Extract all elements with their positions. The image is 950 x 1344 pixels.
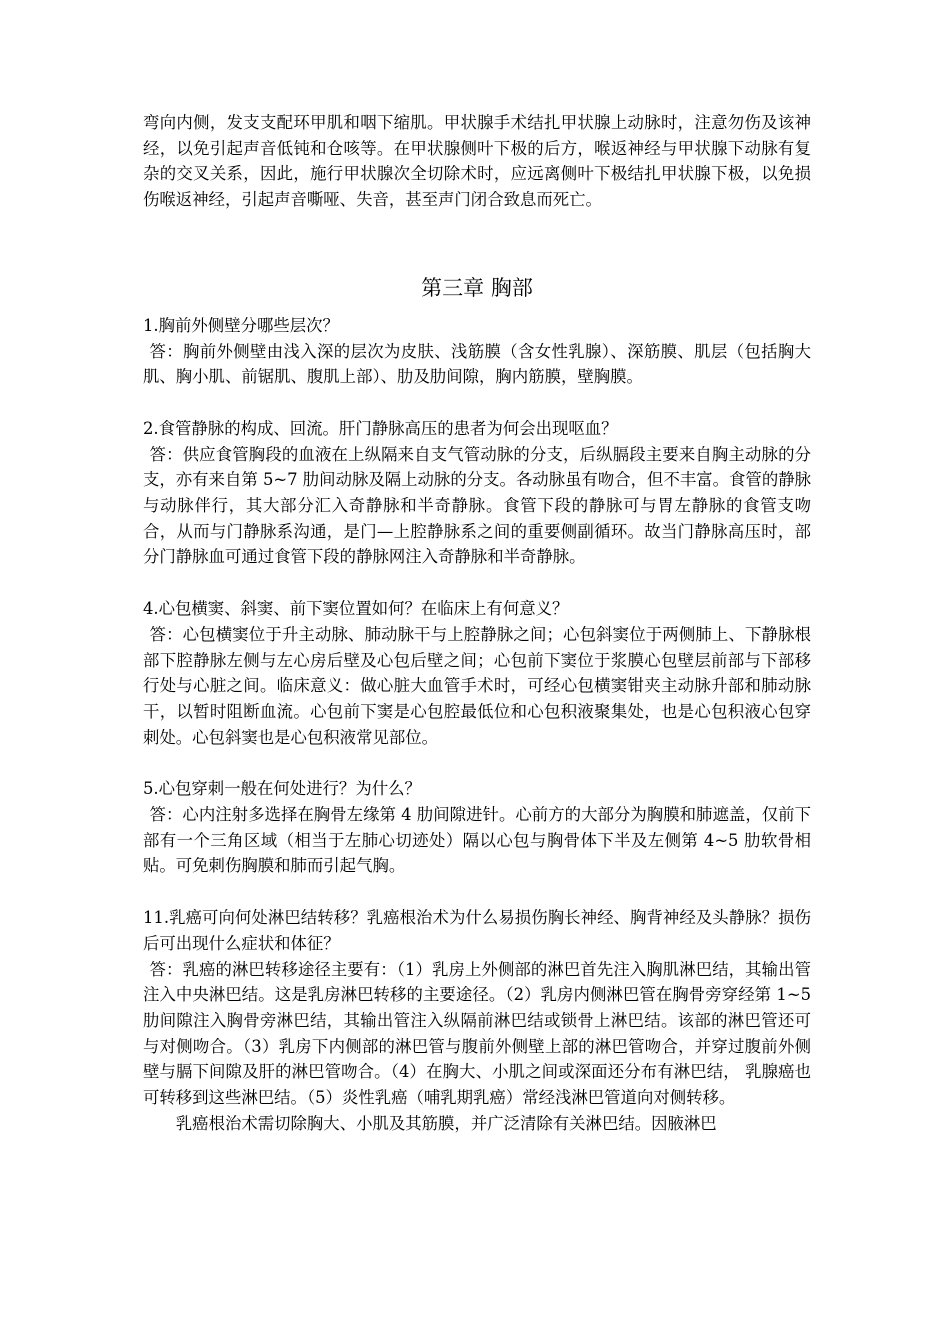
- answer-11: 答：乳癌的淋巴转移途径主要有：（1）乳房上外侧部的淋巴首先注入胸肌淋巴结，其输出管注入中央淋巴结。这是乳房淋巴转移的主要途径。（2）乳房内侧淋巴管在胸骨旁穿经第 1~5 肋间隙注入胸骨旁淋巴结，其输出管注入纵隔前淋巴结或锁骨上淋巴结。该部的淋巴管还可与对侧吻合。（3）乳房下内侧部的淋巴管与腹前外侧壁上部的淋巴管吻合，并穿过腹前外侧壁与膈下间隙及肝的淋巴管吻合。（4）在胸大、小肌之间或深面还分布有淋巴结， 乳腺癌也可转移到这些淋巴结。（5）炎性乳癌（哺乳期乳癌）常经浅淋巴管道向对侧转移。: [143, 959, 811, 1108]
- question-2: 2.食管静脉的构成、回流。肝门静脉高压的患者为何会出现呕血？: [143, 418, 618, 438]
- answer-2: 答：供应食管胸段的血液在上纵隔来自支气管动脉的分支，后纵膈段主要来自胸主动脉的分支，亦有来自第 5~7 肋间动脉及隔上动脉的分支。各动脉虽有吻合，但不丰富。食管的静脉与动脉伴行，其大部分汇入奇静脉和半奇静脉。食管下段的静脉可与胃左静脉的食管支吻合，从而与门静脉系沟通，是门—上腔静脉系之间的重要侧副循环。故当门静脉高压时，部分门静脉血可通过食管下段的静脉网注入奇静脉和半奇静脉。: [143, 444, 811, 567]
- answer-4: 答：心包横窦位于升主动脉、肺动脉干与上腔静脉之间；心包斜窦位于两侧肺上、下静脉根部下腔静脉左侧与左心房后壁及心包后壁之间；心包前下窦位于浆膜心包壁层前部与下部移行处与心脏之间。临床意义：做心脏大血管手术时，可经心包横窦钳夹主动脉升部和肺动脉干，以暂时阻断血流。心包前下窦是心包腔最低位和心包积液聚集处，也是心包积液心包穿刺处。心包斜窦也是心包积液常见部位。: [143, 624, 811, 747]
- page-content: [143, 110, 811, 1163]
- chapter-title: 第三章 胸部: [421, 275, 533, 300]
- qa-item-2: [143, 416, 811, 570]
- qa-item-1: [143, 313, 811, 390]
- intro-paragraph: 弯向内侧，发支支配环甲肌和咽下缩肌。甲状腺手术结扎甲状腺上动脉时，注意勿伤及该神经，以免引起声音低钝和仓咳等。在甲状腺侧叶下极的后方，喉返神经与甲状腺下动脉有复杂的交叉关系，因此，施行甲状腺次全切除术时，应远离侧叶下极结扎甲状腺下极，以免损伤喉返神经，引起声音嘶哑、失音，甚至声门闭合致息而死亡。: [143, 113, 811, 210]
- question-11: 11.乳癌可向何处淋巴结转移？乳癌根治术为什么易损伤胸长神经、胸背神经及头静脉？损伤后可出现什么症状和体征？: [143, 908, 811, 953]
- qa-item-4: [143, 596, 811, 750]
- qa-item-5: [143, 776, 811, 879]
- answer-11-continuation: 乳癌根治术需切除胸大、小肌及其筋膜，并广泛清除有关淋巴结。因腋淋巴: [175, 1113, 717, 1133]
- qa-item-11: [143, 905, 811, 1136]
- question-5: 5.心包穿刺一般在何处进行？为什么？: [143, 779, 421, 799]
- answer-5: 答：心内注射多选择在胸骨左缘第 4 肋间隙进针。心前方的大部分为胸膜和肺遮盖，仅前下部有一个三角区域（相当于左肺心切迹处）隔以心包与胸骨体下半及左侧第 4~5 肋软骨相贴。可免刺伤胸膜和肺而引起气胸。: [143, 805, 811, 876]
- answer-1: 答：胸前外侧壁由浅入深的层次为皮肤、浅筋膜（含女性乳腺）、深筋膜、肌层（包括胸大肌、胸小肌、前锯肌、腹肌上部）、肋及肋间隙，胸内筋膜，壁胸膜。: [143, 341, 811, 387]
- question-4: 4.心包横窦、斜窦、前下窦位置如何？在临床上有何意义？: [143, 599, 569, 619]
- question-1: 1.胸前外侧壁分哪些层次？: [143, 315, 339, 335]
